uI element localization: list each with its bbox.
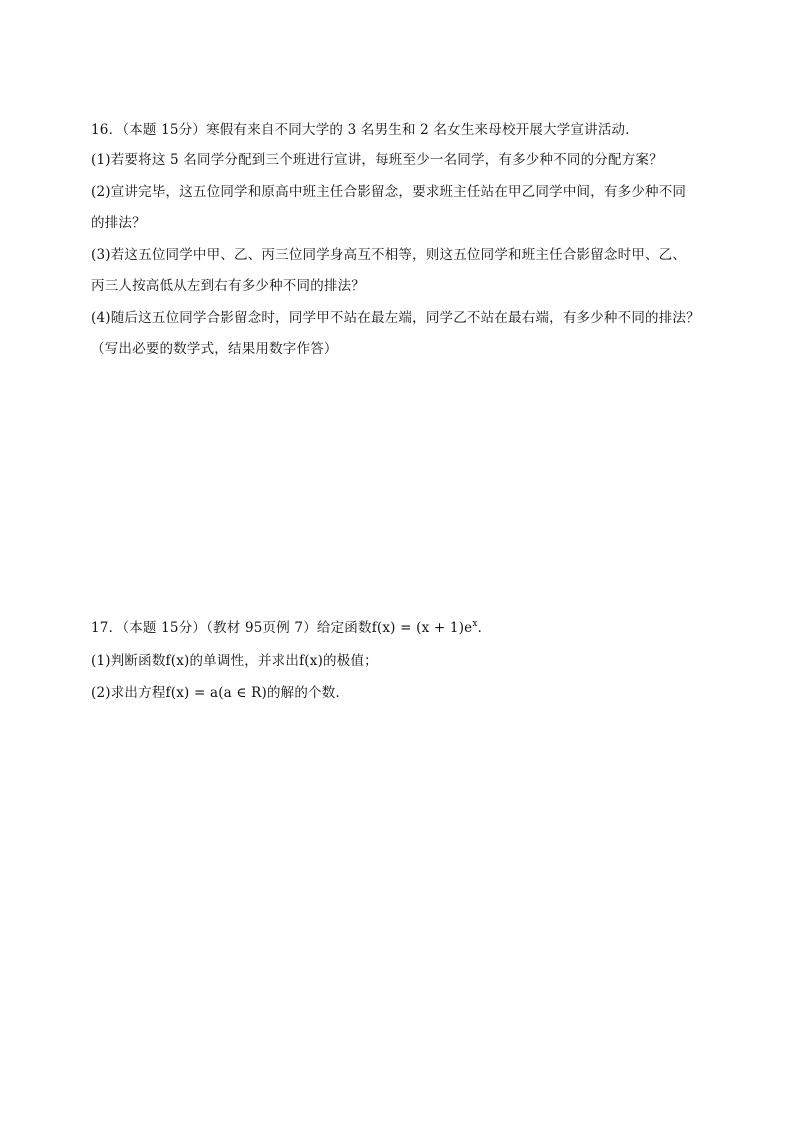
question-16-part-2-line-2: 的排法？ xyxy=(91,215,146,231)
part-2-formula: f(x) = a(a ∈ R) xyxy=(165,685,267,701)
part-2-text-b: 的解的个数． xyxy=(266,685,350,701)
question-16-part-3-line-2: 丙三人按高低从左到右有多少种不同的排法？ xyxy=(91,278,365,294)
question-16-part-2-line-1: (2)宣讲完毕，这五位同学和原高中班主任合影留念，要求班主任站在甲乙同学中间，有多少种不同 xyxy=(91,184,687,200)
part-1-text-c: 的极值； xyxy=(323,653,378,669)
part-1-text-a: (1)判断函数 xyxy=(91,653,166,669)
part-2-text-a: (2)求出方程 xyxy=(91,685,166,701)
question-16-note: （写出必要的数学式，结果用数字作答） xyxy=(91,341,338,357)
part-1-formula-2: f(x) xyxy=(299,653,324,669)
question-16-stem: 16．（本题 15分）寒假有来自不同大学的 3 名男生和 2 名女生来母校开展大学宣讲活动． xyxy=(91,122,639,138)
part-1-text-b: 的单调性，并求出 xyxy=(189,653,300,669)
question-16-part-4: (4)随后这五位同学合影留念时，同学甲不站在最左端，同学乙不站在最右端，有多少种不同的排法？ xyxy=(91,310,700,326)
question-17-stem-text: 17．（本题 15分）（教材 95页例 7）给定函数 xyxy=(91,620,372,636)
part-1-formula-1: f(x) xyxy=(165,653,190,669)
question-16-part-1: (1)若要将这 5 名同学分配到三个班进行宣讲，每班至少一名同学，有多少种不同的分配方案？ xyxy=(91,152,663,168)
stem-period: ． xyxy=(477,620,492,636)
function-formula: f(x) = (x + 1)e xyxy=(371,620,473,636)
exponent: x xyxy=(472,619,478,629)
question-17-part-2 xyxy=(91,683,349,703)
question-16-part-3-line-1: (3)若这五位同学中甲、乙、丙三位同学身高互不相等，则这五位同学和班主任合影留念时甲、乙、 xyxy=(91,247,687,263)
question-17-part-1 xyxy=(91,651,378,671)
question-17-stem xyxy=(91,618,491,638)
